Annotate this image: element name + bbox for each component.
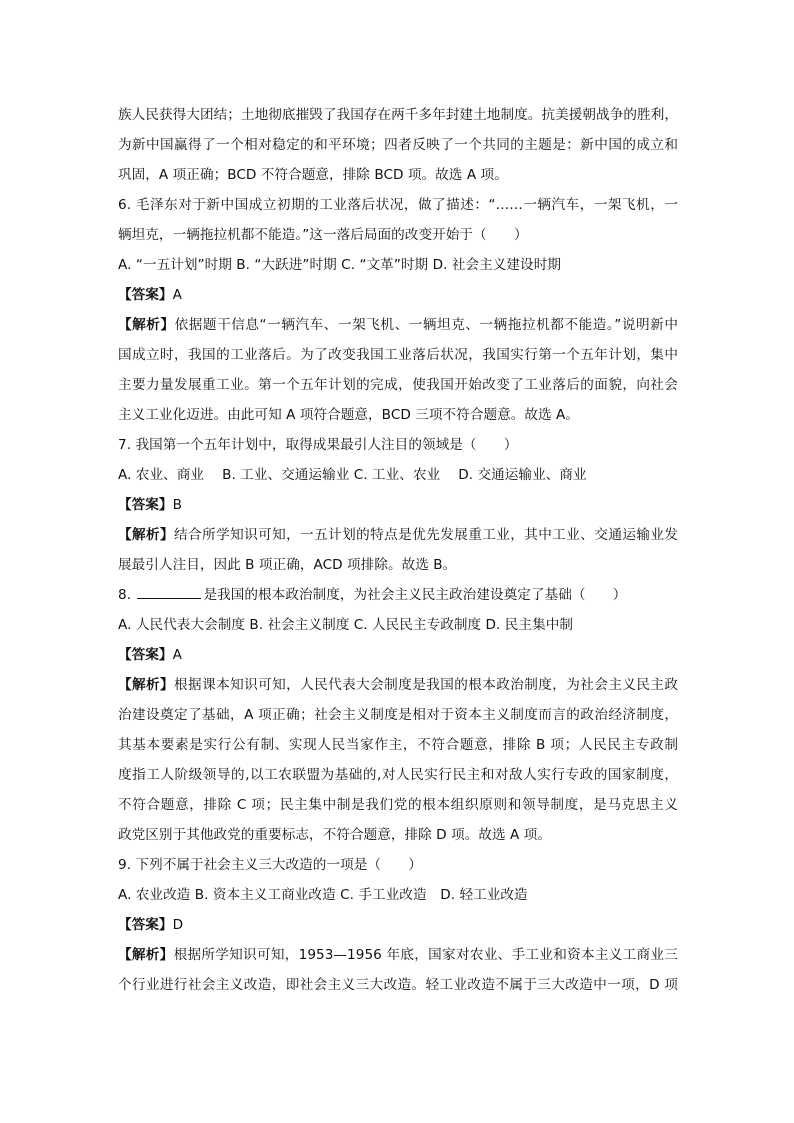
question-options: A. “一五计划”时期 B. “大跃进”时期 C. “文革”时期 D. 社会主义建设时期 [118,257,561,273]
question-stem: 6. 毛泽东对于新中国成立初期的工业落后状况，做了描述：“……一辆汽车，一架飞机，一 [118,197,678,213]
analysis-continuation-line: 为新中国赢得了一个相对稳定的和平环境；四者反映了一个共同的主题是：新中国的成立和 [118,137,678,153]
document-page [118,100,678,1000]
answer-label: 【答案】 [118,287,173,303]
analysis-row [118,520,678,550]
analysis-label: 【解析】 [118,317,175,333]
question-8 [118,580,678,850]
question-9 [118,850,678,1000]
answer-value: B [172,497,182,513]
analysis-line: 政党区别于其他政党的重要标志，不符合题意，排除 D 项。故选 A 项。 [118,827,552,843]
answer-row [118,640,678,670]
fill-in-blank [137,584,201,599]
question-stem: 辆坦克，一辆拖拉机都不能造。”这一落后局面的改变开始于（ ） [118,227,528,243]
answer-row [118,910,678,940]
analysis-continuation-line: 族人民获得大团结；土地彻底摧毁了我国存在两千多年封建土地制度。抗美援朝战争的胜利， [118,107,678,123]
question-6 [118,190,678,430]
analysis-label: 【解析】 [118,527,175,543]
analysis-row [118,940,678,970]
analysis-line: 其基本要素是实行公有制、实现人民当家作主，不符合题意，排除 B 项；人民民主专政制 [118,737,678,753]
analysis-line: 主义工业化迈进。由此可知 A 项符合题意，BCD 三项不符合题意。故选 A。 [118,407,580,423]
answer-value: D [172,917,184,933]
question-stem-text: 是我国的根本政治制度，为社会主义民主政治建设奠定了基础（ ） [203,587,627,603]
question-options: A. 农业改造 B. 资本主义工商业改造 C. 手工业改造 D. 轻工业改造 [118,887,528,903]
analysis-text: 依据题干信息“一辆汽车、一架飞机、一辆坦克、一辆拖拉机都不能造。”说明新中 [174,317,678,333]
analysis-line: 度指工人阶级领导的,以工农联盟为基础的,对人民实行民主和对敌人实行专政的国家制度， [118,767,678,783]
question-options: A. 农业、商业 B. 工业、交通运输业 C. 工业、农业 D. 交通运输业、商业 [118,467,587,483]
analysis-line: 不符合题意，排除 C 项；民主集中制是我们党的根本组织原则和领导制度，是马克思主义 [118,797,678,813]
answer-value: A [172,647,182,663]
question-stem [118,580,678,610]
answer-row [118,280,678,310]
answer-label: 【答案】 [118,917,173,933]
answer-label: 【答案】 [118,497,173,513]
question-stem: 7. 我国第一个五年计划中，取得成果最引人注目的领域是（ ） [118,437,518,453]
analysis-text: 结合所学知识可知，一五计划的特点是优先发展重工业，其中工业、交通运输业发 [174,527,679,543]
answer-label: 【答案】 [118,647,173,663]
analysis-line: 主要力量发展重工业。第一个五年计划的完成，使我国开始改变了工业落后的面貌，向社会 [118,377,678,393]
analysis-line: 展最引人注目，因此 B 项正确，ACD 项排除。故选 B。 [118,557,457,573]
question-7 [118,430,678,580]
analysis-text: 根据所学知识可知，1953—1956 年底，国家对农业、手工业和资本主义工商业三 [173,947,678,963]
question-options: A. 人民代表大会制度 B. 社会主义制度 C. 人民民主专政制度 D. 民主集中制 [118,617,574,633]
analysis-row [118,670,678,700]
analysis-line: 国成立时，我国的工业落后。为了改变我国工业落后状况，我国实行第一个五年计划，集中 [118,347,678,363]
analysis-text: 根据课本知识可知，人民代表大会制度是我国的根本政治制度，为社会主义民主政 [174,677,679,693]
analysis-line: 治建设奠定了基础，A 项正确；社会主义制度是相对于资本主义制度而言的政治经济制度， [118,707,678,723]
question-number: 8. [118,587,132,603]
question-stem: 9. 下列不属于社会主义三大改造的一项是（ ） [118,857,422,873]
answer-value: A [172,287,182,303]
analysis-line: 个行业进行社会主义改造，即社会主义三大改造。轻工业改造不属于三大改造中一项，D 项 [118,977,678,993]
analysis-label: 【解析】 [118,677,175,693]
answer-row [118,490,678,520]
analysis-row [118,310,678,340]
analysis-continuation-line: 巩固，A 项正确；BCD 不符合题意，排除 BCD 项。故选 A 项。 [118,167,508,183]
analysis-label: 【解析】 [118,947,174,963]
